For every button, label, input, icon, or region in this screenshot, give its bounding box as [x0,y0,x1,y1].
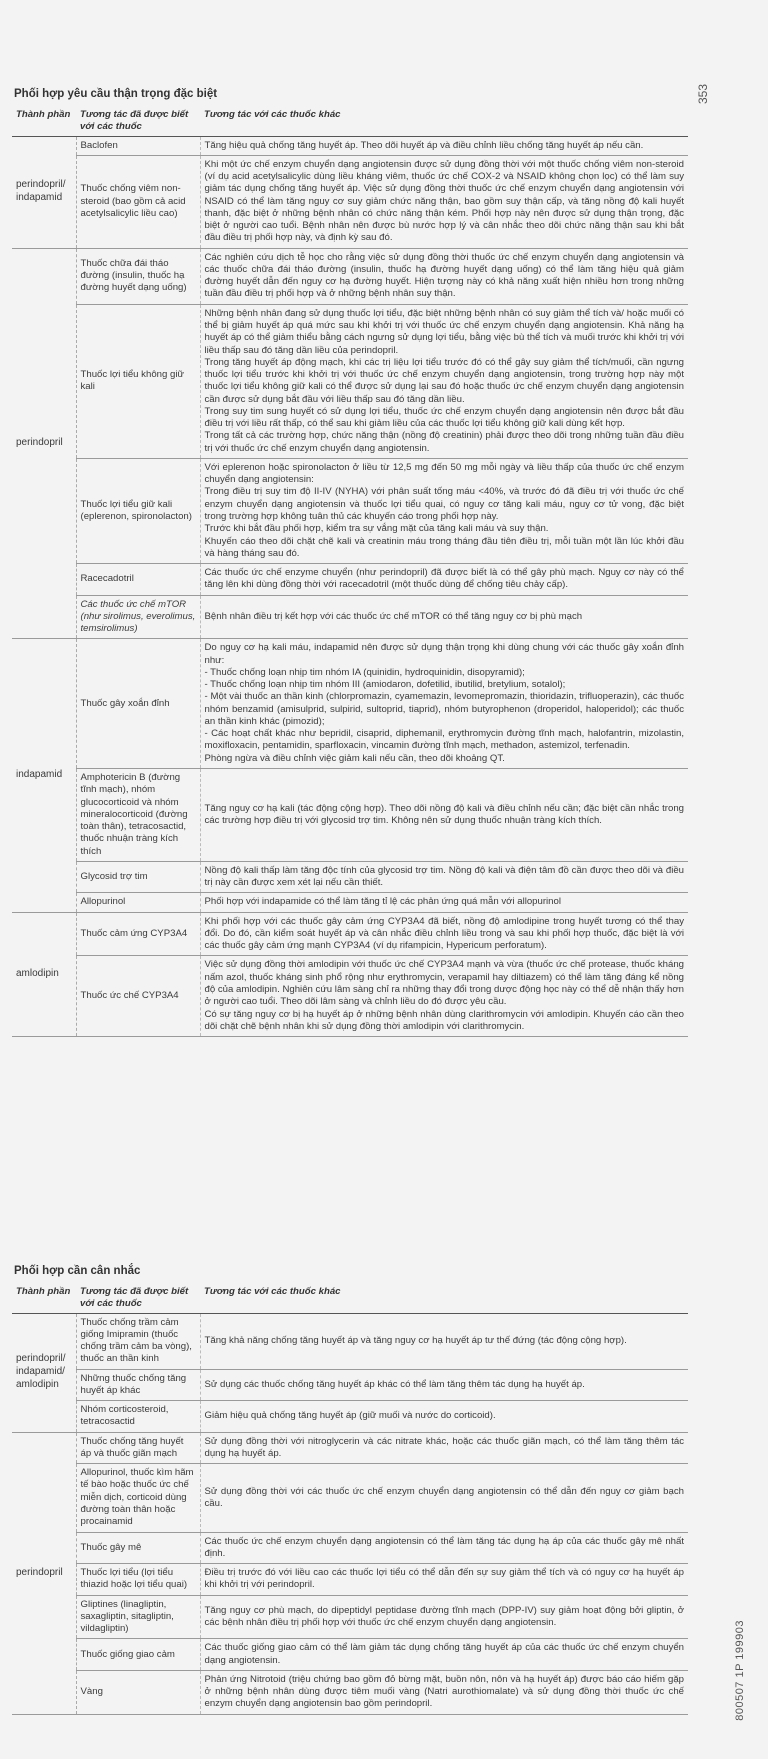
interaction-paragraph: Sử dụng các thuốc chống tăng huyết áp khác có thể làm tăng thêm tác dụng hạ huyết áp. [204,1378,585,1390]
component-group-cell: indapamid [12,639,76,912]
table-row [12,458,688,563]
header-known-interaction: Tương tác đã được biết với các thuốc [76,1283,200,1313]
drug-cell: Thuốc lợi tiểu giữ kali (eplerenon, spironolacton) [76,458,200,563]
table-row [12,1432,688,1464]
drug-cell: Thuốc ức chế CYP3A4 [76,956,200,1037]
interaction-paragraph: Khuyến cáo theo dõi chặt chẽ kali và creatinin máu trong tháng đầu tiên điều trị, mỗi tuần một lần lúc khởi đầu và hàng tháng sau đó. [204,535,684,559]
drug-cell: Thuốc gây mê [76,1532,200,1564]
interaction-paragraph: Trong tất cả các trường hợp, chức năng thận (nồng độ creatinin) phải được theo dõi trong những tuần đầu điều trị với thuốc ức chế enzym chuyển dạng angiotensin. [204,430,684,454]
interaction-cell [200,458,688,563]
interaction-paragraph: Trước khi bắt đầu phối hợp, kiểm tra sự vắng mặt của tăng kali máu và suy thận. [204,523,549,535]
drug-cell: Gliptines (linagliptin, saxagliptin, sitagliptin, vildagliptin) [76,1595,200,1639]
drug-cell: Allopurinol, thuốc kìm hãm tế bào hoặc thuốc ức chế miễn dịch, corticoid dùng đường toàn thân hoặc procainamid [76,1464,200,1532]
interaction-cell [200,136,688,155]
header-component: Thành phần [12,1283,76,1313]
drug-cell: Allopurinol [76,893,200,912]
drug-cell: Thuốc cảm ứng CYP3A4 [76,912,200,956]
interaction-cell [200,1313,688,1369]
table-row [12,248,688,304]
header-component: Thành phần [12,106,76,136]
interaction-paragraph: - Các hoạt chất khác như bepridil, cisaprid, diphemanil, erythromycin đường tĩnh mạch, halofantrin, mizolastin, moxifloxacin, pentamidin, sparfloxacin, vincamin đường tĩnh mạch, methadon, astemizol, terfenadin. [204,728,684,752]
drug-cell: Thuốc chữa đái tháo đường (insulin, thuốc hạ đường huyết dạng uống) [76,248,200,304]
table-row [12,1639,688,1671]
drug-cell: Thuốc chống viêm non-steroid (bao gồm cả acid acetylsalicylic liều cao) [76,155,200,248]
section-title-caution: Phối hợp yêu cầu thận trọng đặc biệt [14,88,218,100]
interaction-cell [200,1369,688,1401]
drug-cell: Thuốc chống trầm cảm giống Imipramin (thuốc chống trầm cảm ba vòng), thuốc an thần kinh [76,1313,200,1369]
header-known-interaction: Tương tác đã được biết với các thuốc [76,106,200,136]
table-row [12,956,688,1037]
table-header-row [12,1283,688,1313]
interaction-paragraph: Phối hợp với indapamide có thể làm tăng tỉ lệ các phản ứng quá mẫn với allopurinol [204,896,561,908]
table-row [12,1313,688,1369]
component-group-cell: amlodipin [12,912,76,1036]
interaction-cell [200,1532,688,1564]
interaction-paragraph: Trong suy tim sung huyết có sử dụng lợi tiểu, thuốc ức chế enzym chuyển dạng angiotensin nên được bắt đầu điều trị với liều rất thấp, có thể sau khi giảm liều của các thuốc lợi tiểu không giữ kali dùng kết hợp. [204,405,684,430]
interaction-paragraph: Bệnh nhân điều trị kết hợp với các thuốc ức chế mTOR có thể tăng nguy cơ bị phù mạch [204,610,583,622]
table-row [12,893,688,912]
component-group-cell: perindopril [12,1432,76,1714]
table-row [12,861,688,893]
table-row [12,1369,688,1401]
interaction-cell [200,1564,688,1596]
interaction-paragraph: Có sự tăng nguy cơ bị hạ huyết áp ở những bệnh nhân dùng clarithromycin với amlodipin. Khuyến cáo cần theo dõi chặt chẽ bệnh nhân khi sử dụng đồng thời amlodipin với clarithromycin. [204,1008,684,1032]
interaction-paragraph: Những bệnh nhân đang sử dụng thuốc lợi tiểu, đặc biệt những bệnh nhân có suy giảm thể tích và/ hoặc muối có thể bị giảm huyết áp quá mức sau khi khởi trị với thuốc ức chế enzym chuyển dạng angiotensin. Khả năng hạ huyết áp có thể giảm thiểu bằng cách ngưng sử dụng lợi tiểu, bằng việc bù thể tích và muối trước khi khởi trị với liều thấp sau đó tăng dần liều của perindopril. [204,307,684,356]
table-row [12,1464,688,1532]
component-group-cell: perindopril/ indapamid/ amlodipin [12,1313,76,1432]
table-row [12,1401,688,1433]
interaction-cell [200,1464,688,1532]
table-row [12,769,688,862]
drug-cell: Thuốc giống giao cảm [76,1639,200,1671]
interaction-cell [200,912,688,956]
header-other-interactions: Tương tác với các thuốc khác [200,1283,688,1313]
interaction-paragraph: Các thuốc ức chế enzym chuyển dạng angiotensin có thể làm tăng tác dụng hạ áp của các thuốc gây mê nhất định. [204,1535,684,1559]
interaction-paragraph: Phản ứng Nitrotoid (triệu chứng bao gồm đỏ bừng mặt, buồn nôn, nôn và hạ huyết áp) được báo cáo hiếm gặp ở những bệnh nhân dùng được tiêm muối vàng (Natri aurothiomalate) và sử dụng đồng thời thuốc ức chế enzym chuyển dạng angiotensin bao gồm perindopril. [204,1673,684,1710]
drug-cell: Racecadotril [76,564,200,596]
drug-cell: Vàng [76,1670,200,1714]
interaction-cell [200,595,688,639]
component-group-cell: perindopril [12,248,76,639]
interaction-paragraph: Nồng độ kali thấp làm tăng độc tính của glycosid trợ tim. Nồng độ kali và điện tâm đồ cần được theo dõi và điều trị này cần được xem xét lại nếu cần thiết. [204,864,684,889]
interaction-paragraph: Các nghiên cứu dịch tễ học cho rằng việc sử dụng đồng thời thuốc ức chế enzym chuyển dạng angiotensin và các thuốc chữa đái tháo đường (insulin, thuốc hạ đường huyết dạng uống) có thể làm tăng hiệu quả giảm đường huyết dẫn đến nguy cơ hạ đường huyết. Hiện tượng này có khả năng xuất hiện nhiều hơn trong những tuần đầu điều trị phối hợp và ở những bệnh nhân suy thận. [204,251,684,300]
interaction-cell [200,1639,688,1671]
table-row [12,1564,688,1596]
table-row [12,1595,688,1639]
interaction-paragraph: Với eplerenon hoặc spironolacton ở liều từ 12,5 mg đến 50 mg mỗi ngày và liều thấp của thuốc ức chế enzym chuyển dạng angiotensin: [204,461,684,486]
interaction-paragraph: Các thuốc ức chế enzyme chuyển (như perindopril) đã được biết là có thể gây phù mạch. Nguy cơ này có thể tăng lên khi dùng đồng thời với racecadotril (một thuốc dùng để chống tiêu chảy cấp). [204,567,684,591]
interaction-paragraph: - Thuốc chống loạn nhịp tim nhóm IA (quinidin, hydroquinidin, disopyramid); [204,666,525,678]
drug-cell: Amphotericin B (đường tĩnh mạch), nhóm glucocorticoid và nhóm mineralocorticoid (đường toàn thân), tetracosactid, thuốc nhuận tràng kích thích [76,769,200,862]
drug-cell: Thuốc chống tăng huyết áp và thuốc giãn mạch [76,1432,200,1464]
interaction-cell [200,155,688,248]
page-number: 353 [696,84,710,105]
table-row [12,304,688,458]
interactions-table-consider [12,1283,688,1715]
interaction-paragraph: Phòng ngừa và điều chỉnh việc giảm kali nếu cần, theo dõi khoảng QT. [204,752,505,764]
drug-cell: Những thuốc chống tăng huyết áp khác [76,1369,200,1401]
interactions-table-caution [12,106,688,1037]
table-row [12,564,688,596]
interaction-cell [200,564,688,596]
drug-cell: Thuốc lợi tiểu (lợi tiểu thiazid hoặc lợi tiểu quai) [76,1564,200,1596]
interaction-paragraph: Tăng nguy cơ phù mạch, do dipeptidyl peptidase đường tĩnh mạch (DPP-IV) suy giảm hoạt động bởi gliptin, ở các bệnh nhân điều trị phối hợp với thuốc ức chế enzym chuyển dạng angiotensin. [204,1604,684,1628]
interaction-paragraph: Khi một ức chế enzym chuyển dạng angiotensin được sử dụng đồng thời với một thuốc chống viêm non-steroid (ví dụ acid acetylsalicylic dùng liều kháng viêm, thuốc ức chế COX-2 và NSAID không chọn lọc) có thể làm suy giảm tác dụng chống tăng huyết áp. Việc sử dụng đồng thời thuốc ức chế enzym chuyển dạng angiotensin với NSAID có thể làm tăng nguy cơ suy giảm chức năng thận, bao gồm suy thận cấp, và tăng nồng độ kali huyết thanh, đặc biệt ở những bệnh nhân có chức năng thận kém. Phối hợp này nên được sử dụng thận trọng, đặc biệt ở người cao tuổi. Bệnh nhân nên được bù nước hợp lý và cân nhắc theo dõi chức năng thận sau khi bắt đầu điều trị phối hợp này, và định kỳ sau đó. [204,158,684,244]
interaction-paragraph: Trong tăng huyết áp động mạch, khi các trị liệu lợi tiểu trước đó có thể gây suy giảm thể tích/muối, cần ngưng thuốc lợi tiểu trước khi khởi trị với thuốc ức chế enzym chuyển dạng angiotensin, trong trường hợp này một thuốc lợi tiểu không giữ kali có thể được sử dụng lại sau đó hoặc thuốc ức chế enzym chuyển dạng angiotensin cần được sử dụng bắt đầu với liều thấp sau đó tăng dần liều. [204,356,684,405]
table-header-row [12,106,688,136]
interaction-cell [200,1670,688,1714]
interaction-paragraph: Sử dụng đồng thời với nitroglycerin và các nitrate khác, hoặc các thuốc giãn mạch, có thể làm tăng thêm tác dụng hạ huyết áp. [204,1435,684,1459]
interaction-cell [200,769,688,862]
table-row [12,1532,688,1564]
section-title-consider: Phối hợp cần cân nhắc [14,1265,141,1277]
interaction-paragraph: Việc sử dụng đồng thời amlodipin với thuốc ức chế CYP3A4 mạnh và vừa (thuốc ức chế protease, thuốc kháng nấm azol, thuốc kháng sinh phổ rộng như erythromycin, verapamil hay diltiazem) có thể làm tăng đáng kể nồng độ của amlodipin. Nghiên cứu lâm sàng chỉ ra những thay đổi trong dược động học này có thể dễ nhận thấy hơn ở người cao tuổi. Theo dõi lâm sàng và chỉnh liều do đó được yêu cầu. [204,959,684,1008]
interaction-paragraph: Giảm hiệu quả chống tăng huyết áp (giữ muối và nước do corticoid). [204,1410,496,1422]
footer-code: 800507 1P 199903 [734,1620,746,1721]
table-row [12,595,688,639]
interaction-paragraph: Tăng nguy cơ hạ kali (tác động cộng hợp). Theo dõi nồng độ kali và điều chỉnh nếu cần; đặc biệt cần nhắc trong các trường hợp điều trị với glycosid trợ tim. Không nên sử dụng thuốc nhuận tràng kích thích. [204,802,684,826]
table-row [12,912,688,956]
interaction-paragraph: Trong điều trị suy tim độ II-IV (NYHA) với phân suất tống máu <40%, và trước đó đã điều trị với thuốc ức chế enzym chuyển dạng angiotensin và thuốc lợi tiểu quai, có nguy cơ tăng kali máu, nguy cơ tử vong, đặc biệt trong trường hợp không tuân thủ các khuyến cáo trong phối hợp này. [204,486,684,522]
interaction-cell [200,1432,688,1464]
interaction-cell [200,1401,688,1433]
interaction-cell [200,956,688,1037]
interaction-cell [200,861,688,893]
header-other-interactions: Tương tác với các thuốc khác [200,106,688,136]
drug-cell: Các thuốc ức chế mTOR (như sirolimus, everolimus, temsirolimus) [76,595,200,639]
drug-cell: Baclofen [76,136,200,155]
drug-cell: Nhóm corticosteroid, tetracosactid [76,1401,200,1433]
drug-cell: Thuốc lợi tiểu không giữ kali [76,304,200,458]
interaction-cell [200,893,688,912]
interaction-paragraph: - Một vài thuốc an thần kinh (chlorpromazin, cyamemazin, levomepromazin, thioridazin, trifluoperazin), các thuốc nhóm benzamid (amisulprid, sulpirid, sultoprid, tiaprid), nhóm butyrophenon (droperidol, haloperidol); các thuốc an thần kinh khác (pimozid); [204,691,684,727]
table-row [12,639,688,769]
interaction-paragraph: Sử dụng đồng thời với các thuốc ức chế enzym chuyển dạng angiotensin có thể dẫn đến nguy cơ giảm bạch cầu. [204,1485,684,1509]
component-group-cell: perindopril/ indapamid [12,136,76,248]
drug-cell: Thuốc gây xoắn đỉnh [76,639,200,769]
interaction-paragraph: Điều trị trước đó với liều cao các thuốc lợi tiểu có thể dẫn đến sự suy giảm thể tích và có nguy cơ hạ huyết áp khi khởi trị với perindopril. [204,1567,684,1591]
interaction-cell [200,304,688,458]
interaction-cell [200,639,688,769]
table-row [12,1670,688,1714]
table-row [12,155,688,248]
interaction-paragraph: Khi phối hợp với các thuốc gây cảm ứng CYP3A4 đã biết, nồng độ amlodipine trong huyết tương có thể thay đổi. Do đó, cần kiểm soát huyết áp và cân nhắc điều chỉnh liều trong và sau khi phối hợp thuốc, đặc biệt là với các thuốc gây cảm ứng mạnh CYP3A4 (ví dụ rifampicin, Hypericum perforatum). [204,915,684,952]
interaction-cell [200,248,688,304]
interaction-paragraph: Tăng hiệu quả chống tăng huyết áp. Theo dõi huyết áp và điều chỉnh liều chống tăng huyết áp nếu cần. [204,139,644,151]
table-row [12,136,688,155]
drug-cell: Glycosid trợ tim [76,861,200,893]
interaction-cell [200,1595,688,1639]
interaction-paragraph: - Thuốc chống loạn nhịp tim nhóm III (amiodaron, dofetilid, ibutilid, bretylium, sotalol); [204,679,566,691]
interaction-paragraph: Tăng khả năng chống tăng huyết áp và tăng nguy cơ hạ huyết áp tư thế đứng (tác động cộng hợp). [204,1334,627,1346]
interaction-paragraph: Do nguy cơ hạ kali máu, indapamid nên được sử dụng thận trọng khi dùng chung với các thuốc gây xoắn đỉnh như: [204,642,684,666]
interaction-paragraph: Các thuốc giống giao cảm có thể làm giảm tác dụng chống tăng huyết áp của các thuốc ức chế enzym chuyển dạng angiotensin. [204,1642,684,1666]
